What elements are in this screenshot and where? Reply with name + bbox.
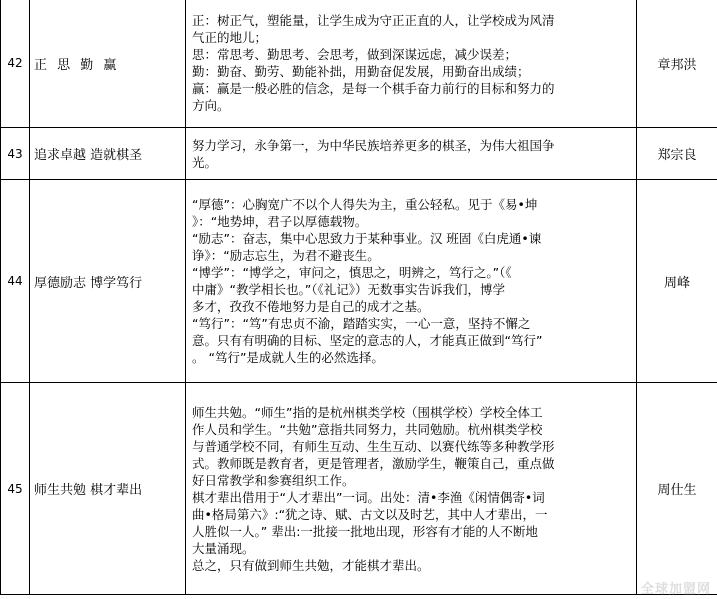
description-line: 正：树正气，塑能量，让学生成为守正正直的人，让学校成为风清 <box>192 13 555 28</box>
description-line: “厚德”：心胸宽广不以个人得失为主，重公轻私。见于《易•坤 <box>192 197 538 212</box>
description-line: 》：“地势坤，君子以厚德载物。 <box>192 214 368 229</box>
motto-text: 厚德励志 博学笃行 <box>30 180 186 383</box>
description-line: 好日常教学和参赛组织工作。 <box>192 472 355 488</box>
description-line: 师生共勉。“师生”指的是杭州棋类学校（围棋学校）学校全体工 <box>192 404 543 420</box>
description-cell <box>186 128 637 180</box>
description-line: 棋才辈出借用于“人才辈出”一词。出处：清•李渔《闲情偶寄•词 <box>192 489 545 505</box>
description-line: 总之，只有做到师生共勉，才能棋才辈出。 <box>192 557 430 573</box>
row-number: 42 <box>1 0 30 128</box>
description-line: 作人员和学生。“共勉”意指共同努力，共同勉励。杭州棋类学校 <box>192 421 543 437</box>
description-line: 人胜似一人。” 辈出:一批接一批地出现，形容有才能的人不断地 <box>192 523 538 539</box>
author-name: 周峰 <box>637 180 717 383</box>
description-line: 中庸》“教学相长也。”（《礼记》）无数事实告诉我们，博学 <box>192 282 505 297</box>
description-line: 思：常思考、勤思考、会思考，做到深谋远虑，减少误差； <box>192 47 518 62</box>
description-line: 气正的地儿； <box>192 30 268 45</box>
description-line: 大量涌现。 <box>192 540 255 556</box>
row-number: 43 <box>1 128 30 180</box>
motto-text: 师生共勉 棋才辈出 <box>30 383 186 595</box>
author-name: 郑宗良 <box>637 128 717 180</box>
description-cell <box>186 383 637 595</box>
table-row <box>1 128 717 180</box>
author-name: 章邦洪 <box>637 0 717 128</box>
description-line: “励志”：奋志，集中心思致力于某种事业。汉 班固《白虎通•谏 <box>192 231 542 246</box>
watermark-logo: 全球加盟网 <box>640 582 711 597</box>
description-line: 努力学习，永争第一，为中华民族培养更多的棋圣，为伟大祖国争 <box>192 137 555 153</box>
description-line: 方向。 <box>192 98 230 113</box>
description-line: 多才，孜孜不倦地努力是自己的成才之基。 <box>192 299 430 314</box>
description-cell <box>186 0 637 128</box>
table-row <box>1 180 717 383</box>
table-row <box>1 383 717 595</box>
description-line: 。 “笃行”是成就人生的必然选择。 <box>192 350 384 365</box>
table-row <box>1 0 717 128</box>
motto-text: 追求卓越 造就棋圣 <box>30 128 186 180</box>
description-cell <box>186 180 637 383</box>
description-line: “博学”：“博学之，审问之，慎思之，明辨之，笃行之。”（《 <box>192 265 512 280</box>
author-name: 周仕生 <box>637 383 717 595</box>
description-line: 赢：赢是一般必胜的信念，是每一个棋手奋力前行的目标和努力的 <box>192 81 555 96</box>
description-line: 意。只有有明确的目标、坚定的意志的人，才能真正做到“笃行” <box>192 333 543 348</box>
description-line: 曲•格局第六》:“犹之诗、赋、古文以及时艺，其中人才辈出，一 <box>192 506 548 522</box>
description-line: 光。 <box>192 154 218 170</box>
description-line: 诤》：“励志忘生，为君不避丧生。 <box>192 248 380 263</box>
description-line: 式。教师既是教育者，更是管理者，激励学生，鞭策自己，重点做 <box>192 455 555 471</box>
description-line: 勤：勤奋、勤劳、勤能补拙，用勤奋促发展，用勤奋出成绩； <box>192 64 530 79</box>
row-number: 44 <box>1 180 30 383</box>
row-number: 45 <box>1 383 30 595</box>
description-line: “笃行”：“笃”有忠贞不渝，踏踏实实，一心一意，坚持不懈之 <box>192 316 531 331</box>
motto-text: 正 思 勤 赢 <box>30 0 186 128</box>
description-line: 与普通学校不同，有师生互动、生生互动、以赛代练等多种教学形 <box>192 438 555 454</box>
